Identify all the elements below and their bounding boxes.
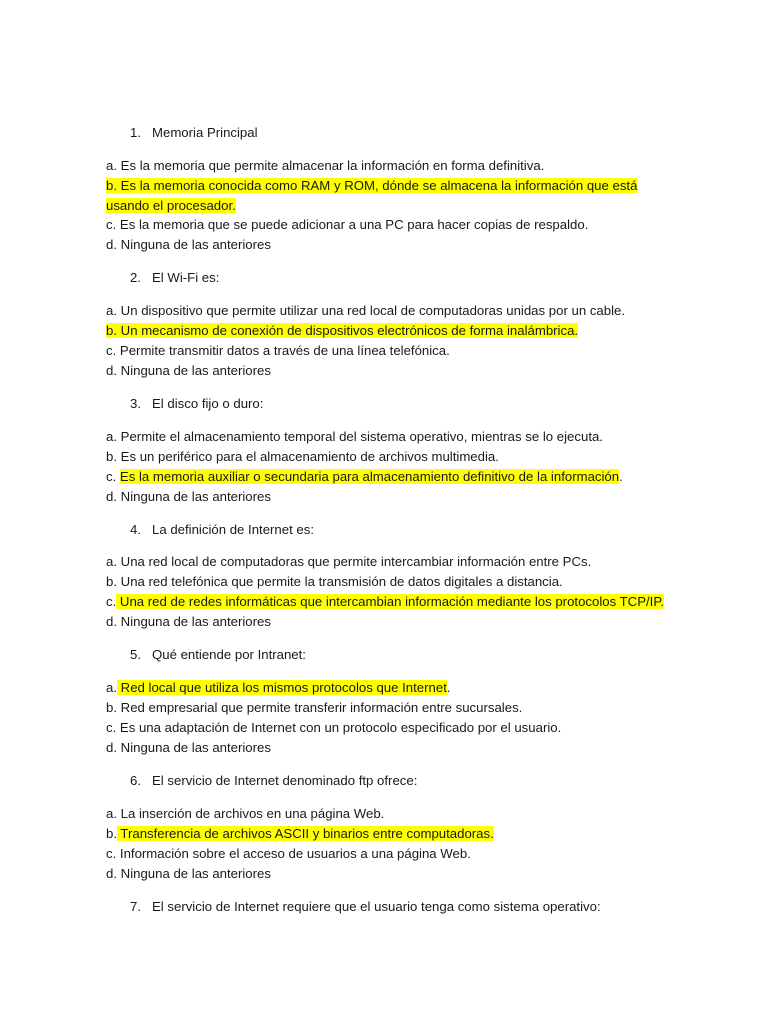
highlighted-answer: Red local que utiliza los mismos protocolos que Internet xyxy=(117,680,447,695)
option-6a: a. La inserción de archivos en una página Web. xyxy=(106,806,385,821)
option-1a: a. Es la memoria que permite almacenar la información en forma definitiva. xyxy=(106,158,545,173)
question-text: El disco fijo o duro: xyxy=(152,396,264,411)
question-7 xyxy=(130,897,750,917)
question-5 xyxy=(130,645,750,665)
option-1c: c. Es la memoria que se puede adicionar a una PC para hacer copias de respaldo. xyxy=(106,217,589,232)
question-number: 6. xyxy=(130,773,141,788)
question-text: Memoria Principal xyxy=(152,125,258,140)
highlighted-answer: Una red de redes informáticas que intercambian información mediante los protocolos TCP/IP. xyxy=(116,594,665,609)
question-text: El Wi-Fi es: xyxy=(152,270,220,285)
option-3d: d. Ninguna de las anteriores xyxy=(106,489,271,504)
option-2a: a. Un dispositivo que permite utilizar una red local de computadoras unidas por un cable. xyxy=(106,303,626,318)
option-3a: a. Permite el almacenamiento temporal del sistema operativo, mientras se lo ejecuta. xyxy=(106,429,603,444)
highlighted-answer: Transferencia de archivos ASCII y binarios entre computadoras. xyxy=(117,826,494,841)
question-number: 3. xyxy=(130,396,141,411)
question-3 xyxy=(130,394,750,414)
question-text: Qué entiende por Intranet: xyxy=(152,647,306,662)
option-4a: a. Una red local de computadoras que permite intercambiar información entre PCs. xyxy=(106,554,592,569)
option-4d: d. Ninguna de las anteriores xyxy=(106,614,271,629)
question-number: 4. xyxy=(130,522,141,537)
question-number: 5. xyxy=(130,647,141,662)
option-6b: b. Transferencia de archivos ASCII y binarios entre computadoras. xyxy=(106,826,494,841)
question-1 xyxy=(130,123,750,143)
option-6c: c. Información sobre el acceso de usuarios a una página Web. xyxy=(106,846,471,861)
option-2b xyxy=(106,321,666,341)
highlighted-answer: b. Es la memoria conocida como RAM y ROM, dónde se almacena la información que está usando el procesador. xyxy=(106,178,638,213)
question-text: El servicio de Internet denominado ftp ofrece: xyxy=(152,773,418,788)
option-2c: c. Permite transmitir datos a través de una línea telefónica. xyxy=(106,343,450,358)
option-4c: c. Una red de redes informáticas que intercambian información mediante los protocolos TCP/IP. xyxy=(106,594,665,609)
option-1d: d. Ninguna de las anteriores xyxy=(106,237,271,252)
option-3b: b. Es un periférico para el almacenamiento de archivos multimedia. xyxy=(106,449,499,464)
option-4b: b. Una red telefónica que permite la transmisión de datos digitales a distancia. xyxy=(106,574,563,589)
question-number: 1. xyxy=(130,125,141,140)
option-5c: c. Es una adaptación de Internet con un protocolo especificado por el usuario. xyxy=(106,720,562,735)
option-5b: b. Red empresarial que permite transferir información entre sucursales. xyxy=(106,700,523,715)
question-2 xyxy=(130,268,750,288)
question-text: La definición de Internet es: xyxy=(152,522,315,537)
option-5d: d. Ninguna de las anteriores xyxy=(106,740,271,755)
question-number: 2. xyxy=(130,270,141,285)
highlighted-answer: Es la memoria auxiliar o secundaria para almacenamiento definitivo de la información xyxy=(119,469,620,484)
option-1b xyxy=(106,176,666,216)
question-4 xyxy=(130,520,750,540)
option-2d: d. Ninguna de las anteriores xyxy=(106,363,271,378)
question-6 xyxy=(130,771,750,791)
question-text: El servicio de Internet requiere que el usuario tenga como sistema operativo: xyxy=(152,899,601,914)
highlighted-answer: b. Un mecanismo de conexión de dispositivos electrónicos de forma inalámbrica. xyxy=(106,323,579,338)
question-number: 7. xyxy=(130,899,141,914)
option-3c: c. Es la memoria auxiliar o secundaria para almacenamiento definitivo de la información. xyxy=(106,469,623,484)
option-6d: d. Ninguna de las anteriores xyxy=(106,866,271,881)
option-5a: a. Red local que utiliza los mismos protocolos que Internet. xyxy=(106,680,451,695)
